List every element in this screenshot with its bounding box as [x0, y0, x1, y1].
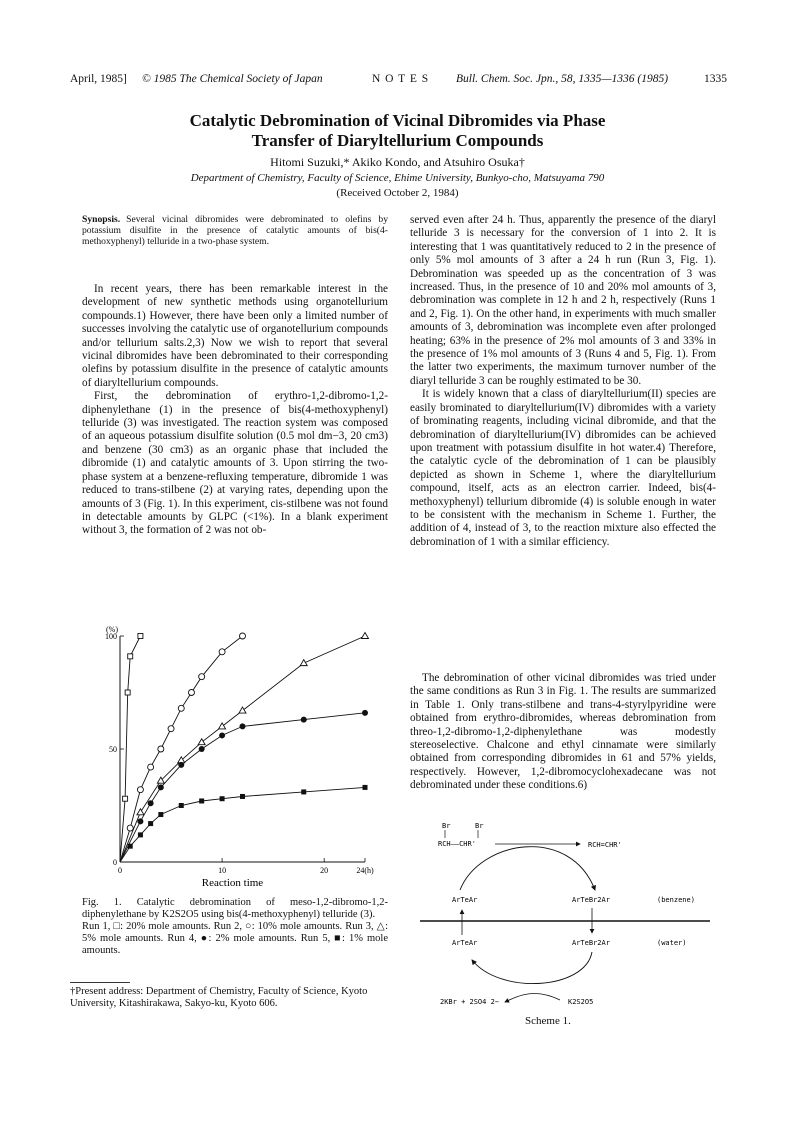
synopsis-label: Synopsis. — [82, 214, 121, 225]
right-column-body-2 — [410, 672, 716, 793]
data-point — [179, 803, 184, 808]
data-point — [198, 739, 205, 745]
data-point — [219, 723, 226, 729]
scheme-water-right: ArTeBr2Ar — [572, 939, 610, 947]
title-line-1: Catalytic Debromination of Vicinal Dibromides via Phase — [189, 111, 606, 130]
data-point — [125, 690, 130, 695]
header-date: April, 1985] — [70, 73, 127, 85]
received-date: (Received October 2, 1984) — [336, 187, 459, 199]
data-point — [240, 723, 246, 729]
x-tick-label: 10 — [218, 866, 227, 875]
body-paragraph: First, the debromination of erythro-1,2-dibromo-1,2-diphenylethane (1) in the presence of bis(4-methoxyphenyl) telluride (3) was investigated. The reaction system was composed of an aqueous potassium disulfite solution (0.5 mol dm−3, 20 cm3) and benzene (30 cm3) as an organic phase that included the dibromide (1) and catalytic amounts of 3. Upon stirring the two-phase system at a benzene-refluxing temperature, dibromide 1 was reduced to trans-stilbene (2) at varying rates, depending upon the amounts of 3 (Fig. 1). In this experiment, cis-stilbene was not found in detectable amounts by GLPC (<1%). In a blank experiment without 3, the formation of 2 was not ob- — [82, 390, 388, 537]
scheme-caption: Scheme 1. — [525, 1015, 571, 1027]
data-point — [301, 789, 306, 794]
data-point — [148, 764, 154, 770]
data-point — [158, 746, 164, 752]
scheme-br-1: Br — [442, 822, 451, 830]
series-line — [120, 636, 243, 862]
synopsis — [82, 214, 388, 248]
article-title — [90, 111, 705, 151]
y-tick-label: 50 — [109, 745, 117, 754]
header-citation: Bull. Chem. Soc. Jpn., 58, 1335—1336 (1985) — [456, 73, 669, 85]
affiliation: Department of Chemistry, Faculty of Science, Ehime University, Bunkyo-cho, Matsuyama 790 — [190, 172, 605, 184]
data-point — [138, 832, 143, 837]
data-point — [137, 787, 143, 793]
data-point — [148, 800, 154, 806]
scheme-br-2: Br — [475, 822, 484, 830]
data-point — [137, 809, 144, 815]
data-point — [219, 649, 225, 655]
data-point — [168, 726, 174, 732]
authors: Hitomi Suzuki,* Akiko Kondo, and Atsuhiro Osuka† — [270, 155, 525, 169]
data-point — [199, 798, 204, 803]
x-tick-label: 20 — [320, 866, 329, 875]
data-point — [199, 746, 205, 752]
data-point — [158, 812, 163, 817]
body-paragraph: It is widely known that a class of diaryltellurium(II) species are easily brominated to diaryltellurium(IV) dibromides with a variety of brominating reagents, including vicinal dibromide, and that the debromination of diaryltellurium(IV) dibromides can be achieved upon treatment with potassium disulfite in hot water.4) Therefore, the catalytic cycle of the debromination of 1 can be plausibly depicted as shown in Scheme 1, where the diaryltellurium compound, itself, acts as an electron carrier. Indeed, bis(4-methoxyphenyl) tellurium dibromide (4) is soluble enough in water to be consistent with the mechanism in Scheme 1. Further, the addition of 4, instead of 3, to the reaction mixture also effected the debromination of 1 with a similar efficiency. — [410, 388, 716, 548]
data-point — [127, 825, 133, 831]
right-column-body — [410, 214, 716, 549]
data-point — [123, 796, 128, 801]
header-section: N O T E S — [372, 73, 430, 85]
series-line — [120, 636, 365, 862]
scheme-product: RCH=CHR' — [588, 841, 622, 849]
scheme-benzene-left: ArTeAr — [452, 896, 478, 904]
figure-caption — [82, 897, 388, 957]
left-column-body — [82, 283, 388, 538]
data-point — [219, 732, 225, 738]
data-point — [240, 794, 245, 799]
scheme-water-label: (water) — [657, 939, 687, 947]
x-axis-label: Reaction time — [201, 877, 264, 889]
body-paragraph: served even after 24 h. Thus, apparently the presence of the diaryl telluride 3 is necessary for the conversion of 1 into 2. It is interesting that 1 was quantitatively reduced to 2 in the presence of only 5% mol amounts of 3 after a 24 h run (Run 3, Fig. 1). Debromination was speeded up as the concentration of 3 was increased. Thus, in the presence of 10 and 20% mol amounts of 3, debromination was complete in 12 h and 2 h, respectively (Runs 1 and 2, Fig. 1). On the other hand, in experiments with much smaller amounts of 3, debromination was incomplete even after prolonged heating; 63% in the presence of 2% mol amounts of 3 and 33% in the presence of 1% mol amounts of 3 (Runs 4 and 5, Fig. 1). From the latter two experiments, the maximum turnover number of the diaryl telluride 3 can be roughly estimated to be 30. — [410, 214, 716, 387]
data-point — [178, 705, 184, 711]
y-tick-label: 100 — [105, 632, 117, 641]
data-point — [178, 762, 184, 768]
scheme-reactant: RCH——CHR' — [438, 840, 476, 848]
data-point — [199, 674, 205, 680]
synopsis-text: Several vicinal dibromides were debrominated to olefins by potassium disulfite in the presence of catalytic amounts of bis(4-methoxyphenyl) telluride in a two-phase system. — [82, 214, 388, 248]
scheme-benzene-label: (benzene) — [657, 896, 695, 904]
x-tick-label: 0 — [118, 866, 122, 875]
data-point — [128, 844, 133, 849]
scheme-benzene-right: ArTeBr2Ar — [572, 896, 610, 904]
data-point — [148, 821, 153, 826]
data-point — [300, 660, 307, 666]
data-point — [363, 785, 368, 790]
figure-1-chart — [88, 618, 388, 890]
title-line-2: Transfer of Diaryltellurium Compounds — [251, 131, 544, 150]
data-point — [188, 690, 194, 696]
data-point — [158, 784, 164, 790]
figure-caption-main: Fig. 1. Catalytic debromination of meso-1,2-dibromo-1,2-diphenylethane by K2S2O5 using bis(4-methoxyphenyl) telluride (3). — [82, 897, 388, 920]
data-point — [239, 707, 246, 713]
y-axis-label: (%) — [106, 625, 118, 634]
data-point — [362, 633, 369, 639]
footnote-rule — [70, 982, 130, 983]
data-point — [138, 634, 143, 639]
scheme-byproduct: 2KBr + 2SO4 2− — [440, 998, 500, 1006]
data-point — [137, 818, 143, 824]
scheme-water-left: ArTeAr — [452, 939, 478, 947]
x-tick-label: 24(h) — [356, 866, 374, 875]
figure-caption-legend: Run 1, □: 20% mole amounts. Run 2, ○: 10% mole amounts. Run 3, △: 5% mole amounts. Run 4, ●: 2% mole amounts. Run 5, ■: 1% mole amounts. — [82, 921, 388, 956]
data-point — [240, 633, 246, 639]
scheme-reagent: K2S2O5 — [568, 998, 594, 1006]
data-point — [301, 717, 307, 723]
scheme-1-diagram — [420, 820, 720, 1020]
header-copyright: © 1985 The Chemical Society of Japan — [142, 73, 323, 85]
body-paragraph: The debromination of other vicinal dibromides was tried under the same conditions as Run 3 in Fig. 1. The results are summarized in Table 1. Only trans-stilbene and trans-4-styrylpyridine were obtained from erythro-dibromides, whereas debromination from threo-1,2-dibromo-1,2-diphenylethane was modestly stereoselective. Chalcone and ethyl cinnamate were similarly obtained from corresponding dibromides in 61 and 57% yields, respectively. However, 1,2-dibromocyclohexadecane was not debrominated under these conditions.6) — [410, 672, 716, 792]
footnote: †Present address: Department of Chemistry, Faculty of Science, Kyoto University, Kitashirakawa, Sakyo-ku, Kyoto 606. — [70, 986, 368, 1009]
data-point — [128, 654, 133, 659]
data-point — [220, 796, 225, 801]
header-page-number: 1335 — [704, 73, 727, 85]
data-point — [362, 710, 368, 716]
y-tick-label: 0 — [113, 858, 117, 867]
body-paragraph: In recent years, there has been remarkable interest in the development of new synthetic methods using organotellurium compounds.1) However, there have been only a limited number of successes involving the catalytic use of organotellurium compounds and/or tellurium salts.2,3) Now we wish to report that several vicinal dibromides have been debrominated to their corresponding olefins by potassium disulfite in the presence of catalytic amounts of diaryltellurium compounds. — [82, 283, 388, 389]
